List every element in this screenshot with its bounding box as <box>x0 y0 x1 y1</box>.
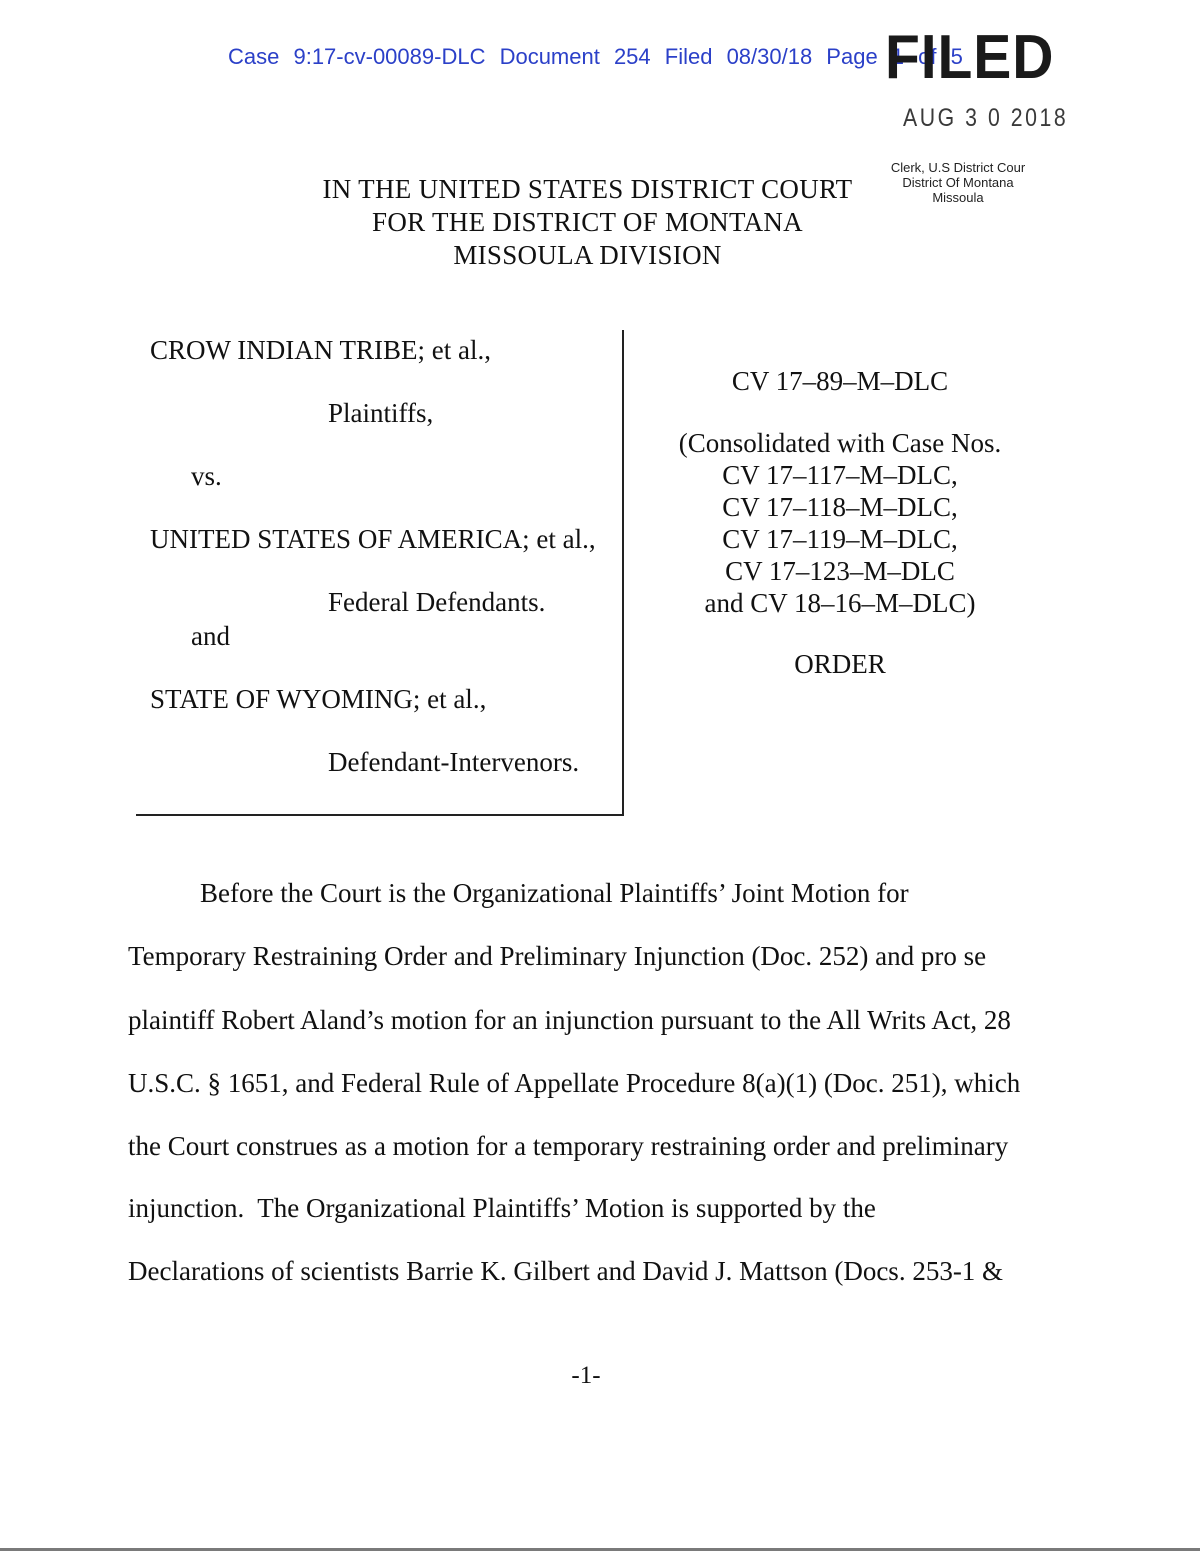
body-text-line: injunction. The Organizational Plaintiffs’ Motion is supported by the <box>128 1193 876 1223</box>
scan-bottom-edge <box>0 1548 1200 1551</box>
body-text-line: Temporary Restraining Order and Preliminary Injunction (Doc. 252) and pro se <box>128 941 987 971</box>
body-text-line: Declarations of scientists Barrie K. Gilbert and David J. Mattson (Docs. 253-1 & <box>128 1256 1004 1286</box>
court-heading-line: IN THE UNITED STATES DISTRICT COURT <box>322 174 853 204</box>
ecf-filing-header: Case 9:17-cv-00089-DLC Document 254 Filed 08/30/18 Page 1 of 5 <box>228 44 963 69</box>
caption-versus: vs. <box>191 461 222 491</box>
caption-defendant-party: UNITED STATES OF AMERICA; et al., <box>150 524 596 554</box>
caption-defendant-role: Federal Defendants. <box>328 587 546 617</box>
clerk-stamp-line: District Of Montana <box>902 175 1014 190</box>
caption-plaintiff-party: CROW INDIAN TRIBE; et al., <box>150 335 491 365</box>
consolidated-line: and CV 18–16–M–DLC) <box>704 588 976 618</box>
body-text-line: U.S.C. § 1651, and Federal Rule of Appellate Procedure 8(a)(1) (Doc. 251), which <box>128 1068 1021 1098</box>
consolidated-line: CV 17–123–M–DLC <box>725 556 955 586</box>
filed-stamp-date: AUG 3 0 2018 <box>903 104 1069 132</box>
consolidated-line: CV 17–119–M–DLC, <box>722 524 958 554</box>
filed-stamp: FILED <box>885 23 1055 92</box>
case-number: CV 17–89–M–DLC <box>731 366 949 396</box>
court-heading-line: FOR THE DISTRICT OF MONTANA <box>372 207 803 237</box>
clerk-stamp-line: Missoula <box>932 190 984 205</box>
caption-vertical-rule <box>622 330 624 816</box>
caption-intervenor-role: Defendant-Intervenors. <box>328 747 580 777</box>
consolidated-line: CV 17–117–M–DLC, <box>722 460 958 490</box>
body-text-line: plaintiff Robert Aland’s motion for an injunction pursuant to the All Writs Act, 28 <box>128 1005 1011 1035</box>
court-heading-line: MISSOULA DIVISION <box>453 240 722 270</box>
consolidated-line: CV 17–118–M–DLC, <box>722 492 958 522</box>
caption-conjunction: and <box>191 621 230 651</box>
clerk-stamp-line: Clerk, U.S District Cour <box>890 160 1026 175</box>
document-type: ORDER <box>794 649 886 679</box>
caption-horizontal-rule <box>136 814 624 816</box>
consolidated-line: (Consolidated with Case Nos. <box>678 428 1002 458</box>
caption-intervenor-party: STATE OF WYOMING; et al., <box>150 684 487 714</box>
body-text-line: Before the Court is the Organizational Plaintiffs’ Joint Motion for <box>200 878 909 908</box>
page-number: -1- <box>571 1362 601 1389</box>
body-text-line: the Court construes as a motion for a temporary restraining order and preliminary <box>128 1131 1009 1161</box>
clerk-stamp-block <box>872 160 1044 205</box>
caption-plaintiff-role: Plaintiffs, <box>328 398 434 428</box>
